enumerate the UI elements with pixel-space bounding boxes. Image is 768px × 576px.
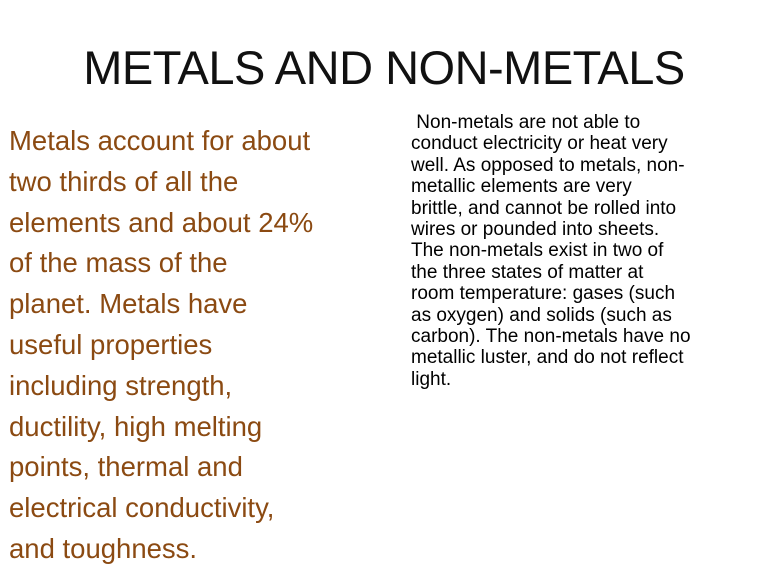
nonmetals-line: well. As opposed to metals, non- — [411, 154, 685, 176]
nonmetals-line: metallic elements are very — [411, 176, 632, 198]
nonmetals-line: conduct electricity or heat very — [411, 133, 668, 155]
metals-line: including strength, — [9, 369, 233, 401]
metals-paragraph — [9, 121, 313, 570]
metals-line: Metals account for about — [9, 125, 311, 156]
metals-line: useful properties — [9, 328, 213, 360]
nonmetals-line: light. — [411, 368, 452, 390]
metals-line: of the mass of the — [9, 247, 228, 279]
nonmetals-line: brittle, and cannot be rolled into — [411, 197, 677, 219]
nonmetals-line: wires or pounded into sheets. — [411, 219, 660, 241]
metals-line: two thirds of all the — [9, 165, 239, 197]
metals-line: planet. Metals have — [9, 288, 248, 320]
nonmetals-line: the three states of matter at — [411, 261, 644, 283]
nonmetals-line: carbon). The non-metals have no — [411, 326, 691, 348]
nonmetals-line: as oxygen) and solids (such as — [411, 304, 672, 326]
metals-line: and toughness. — [9, 532, 198, 564]
metals-line: ductility, high melting — [9, 410, 263, 442]
metals-line: points, thermal and — [9, 451, 243, 483]
nonmetals-line: room temperature: gases (such — [411, 283, 676, 305]
nonmetals-line: The non-metals exist in two of — [411, 240, 664, 262]
metals-line: electrical conductivity, — [9, 492, 275, 524]
nonmetals-line: metallic luster, and do not reflect — [411, 347, 684, 369]
nonmetals-paragraph — [411, 112, 691, 390]
metals-line: elements and about 24% — [9, 206, 314, 238]
nonmetals-line: Non-metals are not able to — [411, 112, 641, 133]
slide-title: METALS AND NON-METALS — [83, 41, 685, 94]
